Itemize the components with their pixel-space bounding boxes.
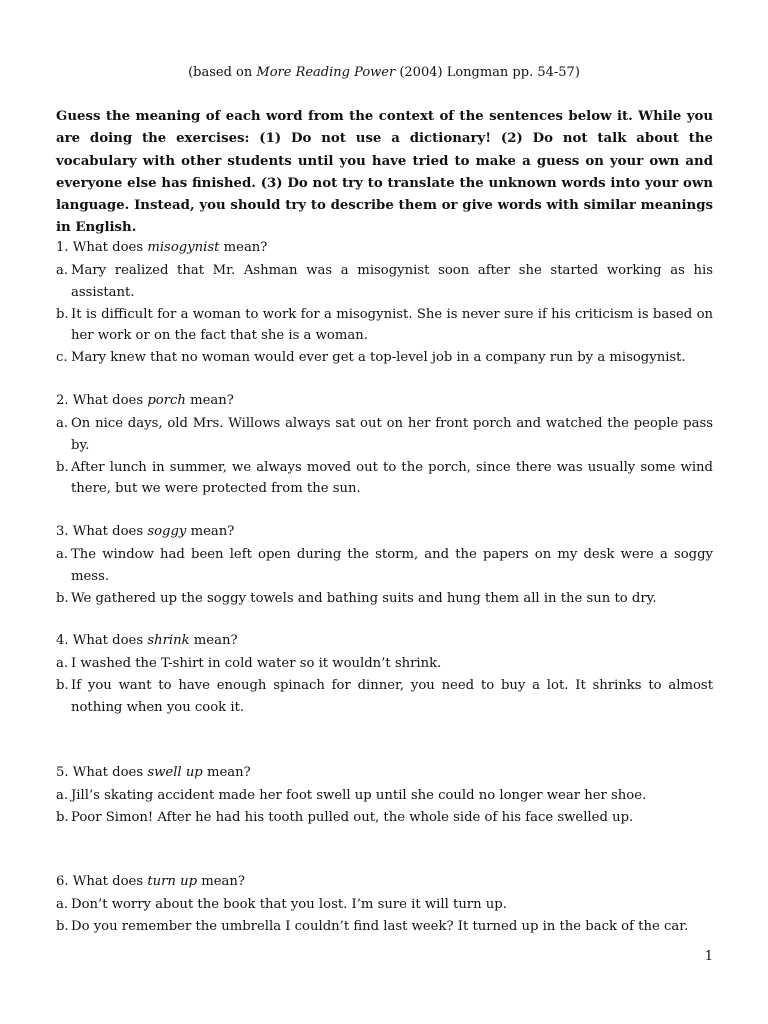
item-text: Mary knew that no woman would ever get a top-level job in a company run by a misogynist.: [71, 350, 686, 366]
question-prefix: 3. What does: [56, 524, 148, 539]
example-sentence: [56, 260, 713, 304]
item-letter: c.: [56, 350, 68, 366]
question-suffix: mean?: [219, 240, 268, 255]
question-prefix: 1. What does: [56, 240, 148, 255]
source-book-title: More Reading Power: [256, 65, 396, 80]
target-word: turn up: [147, 874, 198, 889]
question-6: [56, 871, 713, 938]
item-text: Do you remember the umbrella I couldn’t find last week? It turned up in the back of the car.: [71, 918, 689, 934]
instructions-paragraph: Guess the meaning of each word from the context of the sentences below it. While you are doing the exercises: (1) Do not use a dictionary! (2) Do not talk about the vocabulary with other students until you have tried to make a guess on your own and everyone else has finished. (3) Do not try to translate the unknown words into your own language. Instead, you should try to describe them or give words with similar meanings in English.: [56, 109, 713, 236]
question-prefix: 5. What does: [56, 765, 148, 780]
question-prefix: 2. What does: [56, 393, 148, 408]
question-suffix: mean?: [186, 524, 235, 539]
item-letter: a.: [56, 547, 69, 562]
question-title: [56, 521, 713, 543]
question-suffix: mean?: [185, 393, 234, 408]
item-letter: a.: [56, 656, 69, 671]
item-text: It is difficult for a woman to work for a misogynist. She is never sure if his criticism is based on her work or on the fact that she is a woman.: [71, 306, 713, 344]
example-sentence: [56, 916, 713, 938]
example-sentence: [56, 413, 713, 457]
item-text: Mary realized that Mr. Ashman was a misogynist soon after she started working as his assistant.: [71, 263, 713, 300]
item-text: Jill’s skating accident made her foot swell up until she could no longer wear her shoe.: [71, 788, 647, 803]
item-text: On nice days, old Mrs. Willows always sat out on her front porch and watched the people pass by.: [71, 416, 713, 453]
source-citation: [0, 63, 768, 83]
target-word: porch: [147, 393, 186, 408]
item-letter: b.: [56, 809, 69, 825]
item-text: Poor Simon! After he had his tooth pulled out, the whole side of his face swelled up.: [71, 809, 634, 825]
source-suffix: (2004) Longman pp. 54-57): [395, 65, 580, 80]
item-letter: a.: [56, 263, 69, 278]
question-prefix: 4. What does: [56, 633, 148, 648]
example-sentence: [56, 653, 713, 675]
example-sentence: [56, 304, 713, 348]
item-text: I washed the T-shirt in cold water so it wouldn’t shrink.: [71, 656, 442, 671]
item-text: The window had been left open during the storm, and the papers on my desk were a soggy mess.: [71, 547, 713, 584]
question-suffix: mean?: [197, 874, 245, 889]
question-title: [56, 390, 713, 412]
example-sentence: [56, 807, 713, 829]
item-letter: a.: [56, 788, 69, 803]
example-sentence: [56, 347, 713, 369]
item-letter: b.: [56, 677, 69, 693]
item-letter: a.: [56, 897, 69, 912]
target-word: swell up: [147, 765, 203, 780]
example-sentence: [56, 457, 713, 501]
question-suffix: mean?: [189, 633, 238, 648]
example-sentence: [56, 785, 713, 807]
example-sentence: [56, 675, 713, 719]
item-text: We gathered up the soggy towels and bathing suits and hung them all in the sun to dry.: [71, 590, 657, 606]
item-letter: b.: [56, 590, 69, 606]
question-4: [56, 630, 713, 718]
item-letter: b.: [56, 306, 69, 322]
source-prefix: (based on: [188, 65, 257, 80]
example-sentence: [56, 588, 713, 610]
question-1: [56, 237, 713, 369]
question-title: [56, 630, 713, 652]
example-sentence: [56, 544, 713, 588]
item-text: After lunch in summer, we always moved out to the porch, since there was usually some wind there, but we were protected from the sun.: [71, 459, 713, 497]
question-prefix: 6. What does: [56, 874, 148, 889]
question-title: [56, 871, 713, 893]
question-title: [56, 237, 713, 259]
item-text: If you want to have enough spinach for dinner, you need to buy a lot. It shrinks to almost nothing when you cook it.: [71, 677, 713, 715]
item-letter: b.: [56, 918, 69, 934]
target-word: shrink: [147, 633, 190, 648]
item-letter: a.: [56, 416, 69, 431]
item-letter: b.: [56, 459, 69, 475]
example-sentence: [56, 894, 713, 916]
question-2: [56, 390, 713, 500]
page-number: 1: [704, 949, 713, 964]
question-title: [56, 762, 713, 784]
target-word: misogynist: [147, 240, 220, 255]
target-word: soggy: [147, 524, 187, 539]
question-suffix: mean?: [202, 765, 251, 780]
question-5: [56, 762, 713, 829]
item-text: Don’t worry about the book that you lost. I’m sure it will turn up.: [71, 897, 507, 912]
question-3: [56, 521, 713, 609]
